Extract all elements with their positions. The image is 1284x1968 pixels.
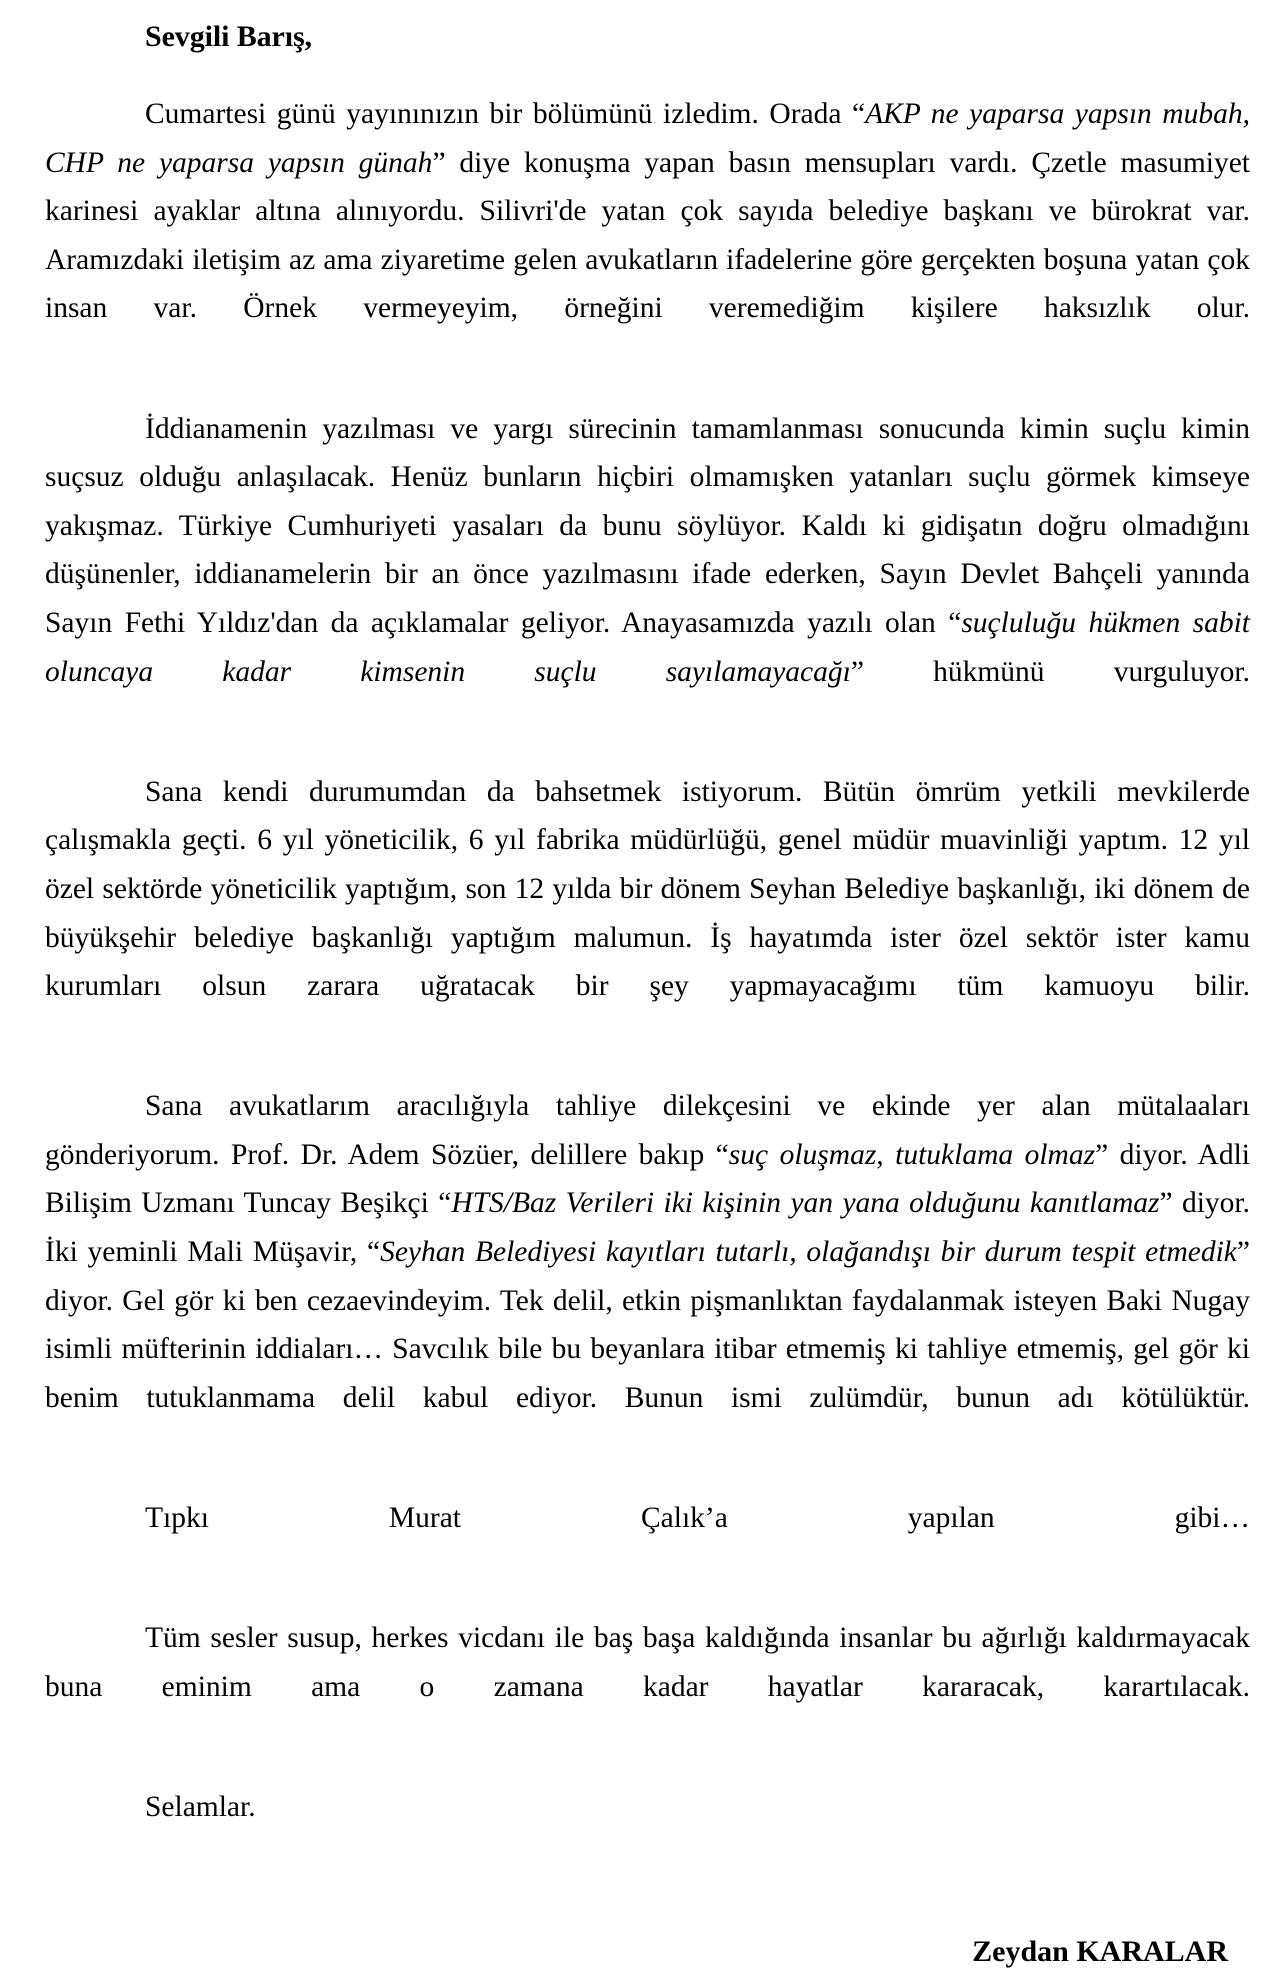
spacer-before-signature bbox=[45, 1880, 1250, 1935]
paragraph-spacer bbox=[45, 382, 1250, 405]
paragraph-text: ” diyor. Gel gör ki ben cezaevindeyim. Tek delil, etkin pişmanlıktan faydalanmak isteyen Baki Nugay isimli müfterinin iddiaları… Savcılık bile bu beyanlara itibar etmemiş ki tahliye etmemiş, gel gör ki benim tutuklanmama delil kabul ediyor. Bunun ismi zulümdür, bunun adı kötülüktür. bbox=[45, 1236, 1250, 1414]
paragraph-text: Selamlar. bbox=[145, 1791, 256, 1823]
paragraph-spacer bbox=[45, 1760, 1250, 1783]
salutation: Sevgili Barış, bbox=[145, 20, 312, 53]
paragraph-text: Sana avukatlarım aracılığıyla tahliye dilekçesini ve ekinde yer alan mütalaaları gönderiyorum. Prof. Dr. Adem Sözüer, delillere bakıp “ bbox=[45, 1090, 1250, 1171]
signature-name: Zeydan KARALAR bbox=[972, 1935, 1228, 1968]
letter-paragraph bbox=[45, 1783, 1250, 1880]
spacer-after-salutation bbox=[45, 52, 1250, 90]
paragraph-spacer bbox=[45, 1471, 1250, 1494]
paragraph-spacer bbox=[45, 745, 1250, 768]
letter-paragraph bbox=[45, 405, 1250, 745]
paragraph-text: ” diyor. Adli Bilişim Uzmanı Tuncay Beşikçi “ bbox=[45, 1138, 1250, 1220]
quoted-italic-text: suçluluğu hükmen sabit oluncaya kadar kimsenin suçlu sayılamayacağı bbox=[45, 606, 1250, 688]
letter-paragraph bbox=[45, 768, 1250, 1060]
quoted-italic-text: HTS/Baz Verileri iki kişinin yan yana olduğunu kanıtlamaz bbox=[451, 1187, 1160, 1220]
quoted-italic-text: suç oluşmaz, tutuklama olmaz bbox=[728, 1138, 1096, 1171]
quoted-italic-text: Seyhan Belediyesi kayıtları tutarlı, olağandışı bir durum tespit etmedik bbox=[380, 1236, 1237, 1269]
letter-paragraph bbox=[45, 1082, 1250, 1471]
paragraph-text: ” diyor. İki yeminli Mali Müşavir, “ bbox=[45, 1187, 1250, 1269]
paragraph-spacer bbox=[45, 1591, 1250, 1614]
paragraph-spacer bbox=[45, 1059, 1250, 1082]
paragraph-text: Sana kendi durumumdan da bahsetmek istiyorum. Bütün ömrüm yetkili mevkilerde çalışmakla geçti. 6 yıl yöneticilik, 6 yıl fabrika müdürlüğü, genel müdür muavinliği yaptım. 12 yıl özel sektörde yöneticilik yaptığım, son 12 yılda bir dönem Seyhan Belediye başkanlığı, iki dönem de büyükşehir belediye başkanlığı yaptığım malumun. İş hayatımda ister özel sektör ister kamu kurumları olsun zarara uğratacak bir şey yapmayacağımı tüm kamuoyu bilir. bbox=[45, 775, 1250, 1003]
paragraph-text: Tüm sesler susup, herkes vicdanı ile baş başa kaldığında insanlar bu ağırlığı kaldırmayacak buna eminim ama o zamana kadar hayatlar kararacak, karartılacak. bbox=[45, 1622, 1250, 1703]
paragraph-container bbox=[45, 90, 1250, 1880]
letter-paragraph bbox=[45, 90, 1250, 382]
letter-paragraph bbox=[45, 1494, 1250, 1591]
paragraph-text: İddianamenin yazılması ve yargı sürecinin tamamlanması sonucunda kimin suçlu kimin suçsuz olduğu anlaşılacak. Henüz bunların hiçbiri olmamışken yatanları suçlu görmek kimseye yakışmaz. Türkiye Cumhuriyeti yasaları da bunu söylüyor. Kaldı ki gidişatın doğru olmadığını düşünenler, iddianamelerin bir an önce yazılmasını ifade ederken, Sayın Devlet Bahçeli yanında Sayın Fethi Yıldız'dan da açıklamalar geliyor. Anayasamızda yazılı olan “ bbox=[45, 412, 1250, 639]
letter-body bbox=[45, 8, 1250, 1968]
paragraph-text: ” hükmünü vurguluyor. bbox=[850, 655, 1251, 688]
paragraph-text: ” diye konuşma yapan basın mensupları vardı. Çzetle masumiyet karinesi ayaklar altına alınıyordu. Silivri'de yatan çok sayıda belediye başkanı ve bürokrat var. Aramızdaki iletişim az ama ziyaretime gelen avukatların ifadelerine göre gerçekten boşuna yatan çok insan var. Örnek vermeyeyim, örneğini veremediğim kişilere haksızlık olur. bbox=[45, 146, 1251, 325]
quoted-italic-text: AKP ne yaparsa yapsın mubah, CHP ne yaparsa yapsın günah bbox=[45, 98, 1250, 179]
paragraph-text: Cumartesi günü yayınınızın bir bölümünü izledim. Orada “ bbox=[145, 98, 866, 130]
letter-paragraph bbox=[45, 1614, 1250, 1760]
paragraph-text: Tıpkı Murat Çalık’a yapılan gibi… bbox=[145, 1502, 1250, 1535]
